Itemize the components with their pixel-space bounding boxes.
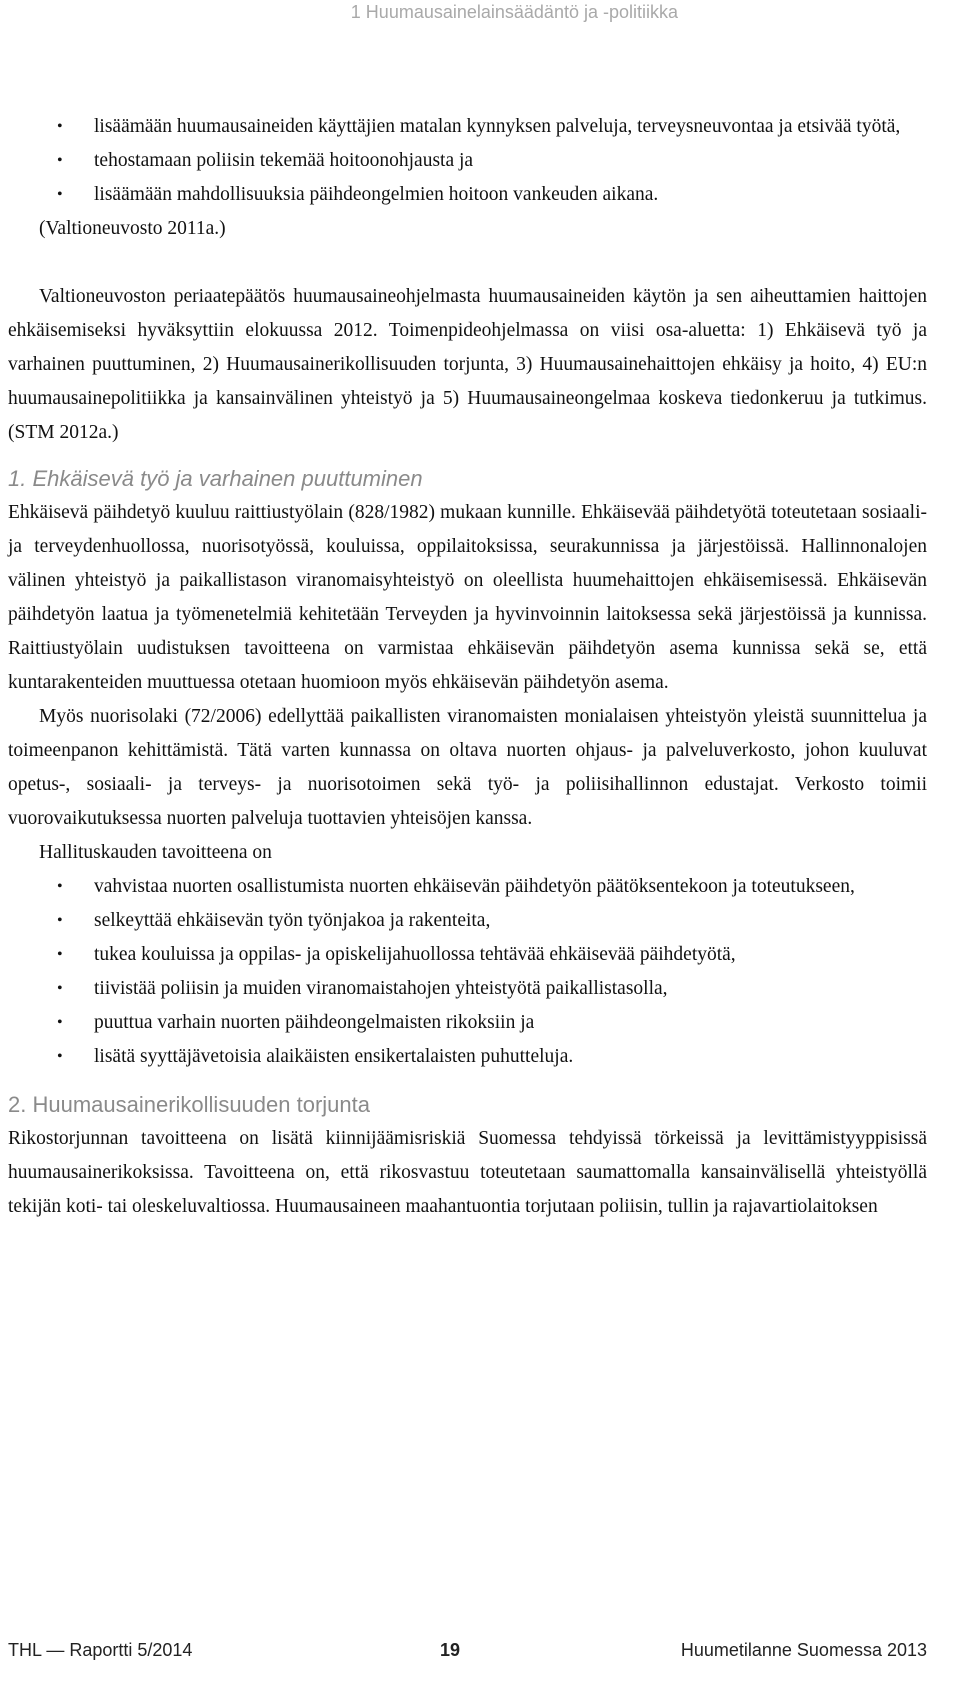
bullet-icon: • [57,946,63,963]
bullet-icon: • [57,1014,63,1031]
list-item [8,938,927,972]
bullet-icon: • [57,878,63,895]
page-body [8,110,927,1224]
list-item-text: tehostamaan poliisin tekemää hoitoonohjausta ja [94,150,474,171]
list-item [8,904,927,938]
list-item [8,1006,927,1040]
list-item-text: lisätä syyttäjävetoisia alaikäisten ensikertalaisten puhutteluja. [94,1046,574,1067]
program-paragraph: Valtioneuvoston periaatepäätös huumausaineohjelmasta huumausaineiden käytön ja sen aiheuttamien haittojen ehkäisemiseksi hyväksyttiin elokuussa 2012. Toimenpideohjelmassa on viisi osa-aluetta: 1) Ehkäisevä työ ja varhainen puuttuminen, 2) Huumausainerikollisuuden torjunta, 3) Huumausainehaittojen ehkäisy ja hoito, 4) EU:n huumausainepolitiikka ja kansainvälinen yhteistyö ja 5) Huumausaineongelmaa koskeva tiedonkeruu ja tutkimus. (STM 2012a.) [8,286,927,443]
list-item-text: lisäämään mahdollisuuksia päihdeongelmien hoitoon vankeuden aikana. [94,184,659,205]
intro-bullet-list [8,110,927,212]
bullet-icon: • [57,118,63,135]
list-item [8,110,927,144]
intro-citation: (Valtioneuvosto 2011a.) [39,218,226,239]
list-item [8,972,927,1006]
running-header: 1 Huumausainelainsäädäntö ja -politiikka [350,2,678,22]
bullet-icon: • [57,912,63,929]
footer-report-id: THL — Raportti 5/2014 [8,1640,193,1660]
bullet-icon: • [57,1048,63,1065]
bullet-icon: • [57,152,63,169]
section-1-heading: 1. Ehkäisevä työ ja varhainen puuttuminen [8,466,423,491]
list-item [8,144,927,178]
section-1-paragraph-1: Ehkäisevä päihdetyö kuuluu raittiustyölain (828/1982) mukaan kunnille. Ehkäisevää päihdetyötä toteutetaan sosiaali- ja terveydenhuollossa, nuorisotyössä, kouluissa, oppilaitoksissa, seurakunnissa ja järjestöissä. Hallinnonalojen välinen yhteistyö ja paikallistason viranomaisyhteistyö on oleellista huumehaittojen ehkäisemisessä. Ehkäisevän päihdetyön laatua ja työmenetelmiä kehitetään Terveyden ja hyvinvoinnin laitoksessa sekä järjestöissä ja kunnissa. Raittiustyölain uudistuksen tavoitteena on varmistaa ehkäisevän päihdetyön asema kunnissa sekä se, että kuntarakenteiden muuttuessa otetaan huomioon myös ehkäisevän päihdetyön asema. [8,502,927,693]
page-number: 19 [440,1640,461,1660]
section-2-paragraph-1: Rikostorjunnan tavoitteena on lisätä kiinnijäämisriskiä Suomessa tehdyissä törkeissä ja levittämistyyppisissä huumausainerikoksissa. Tavoitteena on, että rikosvastuu toteutetaan saumattomalla kansainvälisellä yhteistyöllä tekijän koti- tai oleskeluvaltiossa. Huumausaineen maahantuontia torjutaan poliisin, tullin ja rajavartiolaitoksen [8,1128,927,1217]
list-item-text: tukea kouluissa ja oppilas- ja opiskelijahuollossa tehtävää ehkäisevää päihdetyötä, [94,944,736,965]
list-item [8,178,927,212]
page-footer [8,1640,927,1672]
section-1-bullet-list [8,870,927,1074]
list-item-text: tiivistää poliisin ja muiden viranomaistahojen yhteistyötä paikallistasolla, [94,978,668,999]
list-item-text: selkeyttää ehkäisevän työn työnjakoa ja rakenteita, [94,910,491,931]
list-item [8,870,927,904]
section-2-heading: 2. Huumausainerikollisuuden torjunta [8,1092,370,1117]
list-item [8,1040,927,1074]
list-item-text: lisäämään huumausaineiden käyttäjien matalan kynnyksen palveluja, terveysneuvontaa ja etsivää työtä, [94,116,901,137]
bullet-icon: • [57,186,63,203]
section-1-paragraph-3: Hallituskauden tavoitteena on [39,842,272,863]
footer-publication-title: Huumetilanne Suomessa 2013 [680,1640,927,1660]
list-item-text: vahvistaa nuorten osallistumista nuorten ehkäisevän päihdetyön päätöksentekoon ja toteutukseen, [94,876,855,897]
list-item-text: puuttua varhain nuorten päihdeongelmaisten rikoksiin ja [94,1012,535,1033]
section-1-paragraph-2: Myös nuorisolaki (72/2006) edellyttää paikallisten viranomaisten monialaisen yhteistyön yleistä suunnittelua ja toimeenpanon kehittämistä. Tätä varten kunnassa on oltava nuorten ohjaus- ja palveluverkosto, johon kuuluvat opetus-, sosiaali- ja terveys- ja nuorisotoimen sekä työ- ja poliisihallinnon edustajat. Verkosto toimii vuorovaikutuksessa nuorten palveluja tuottavien yhteisöjen kanssa. [8,706,927,829]
bullet-icon: • [57,980,63,997]
